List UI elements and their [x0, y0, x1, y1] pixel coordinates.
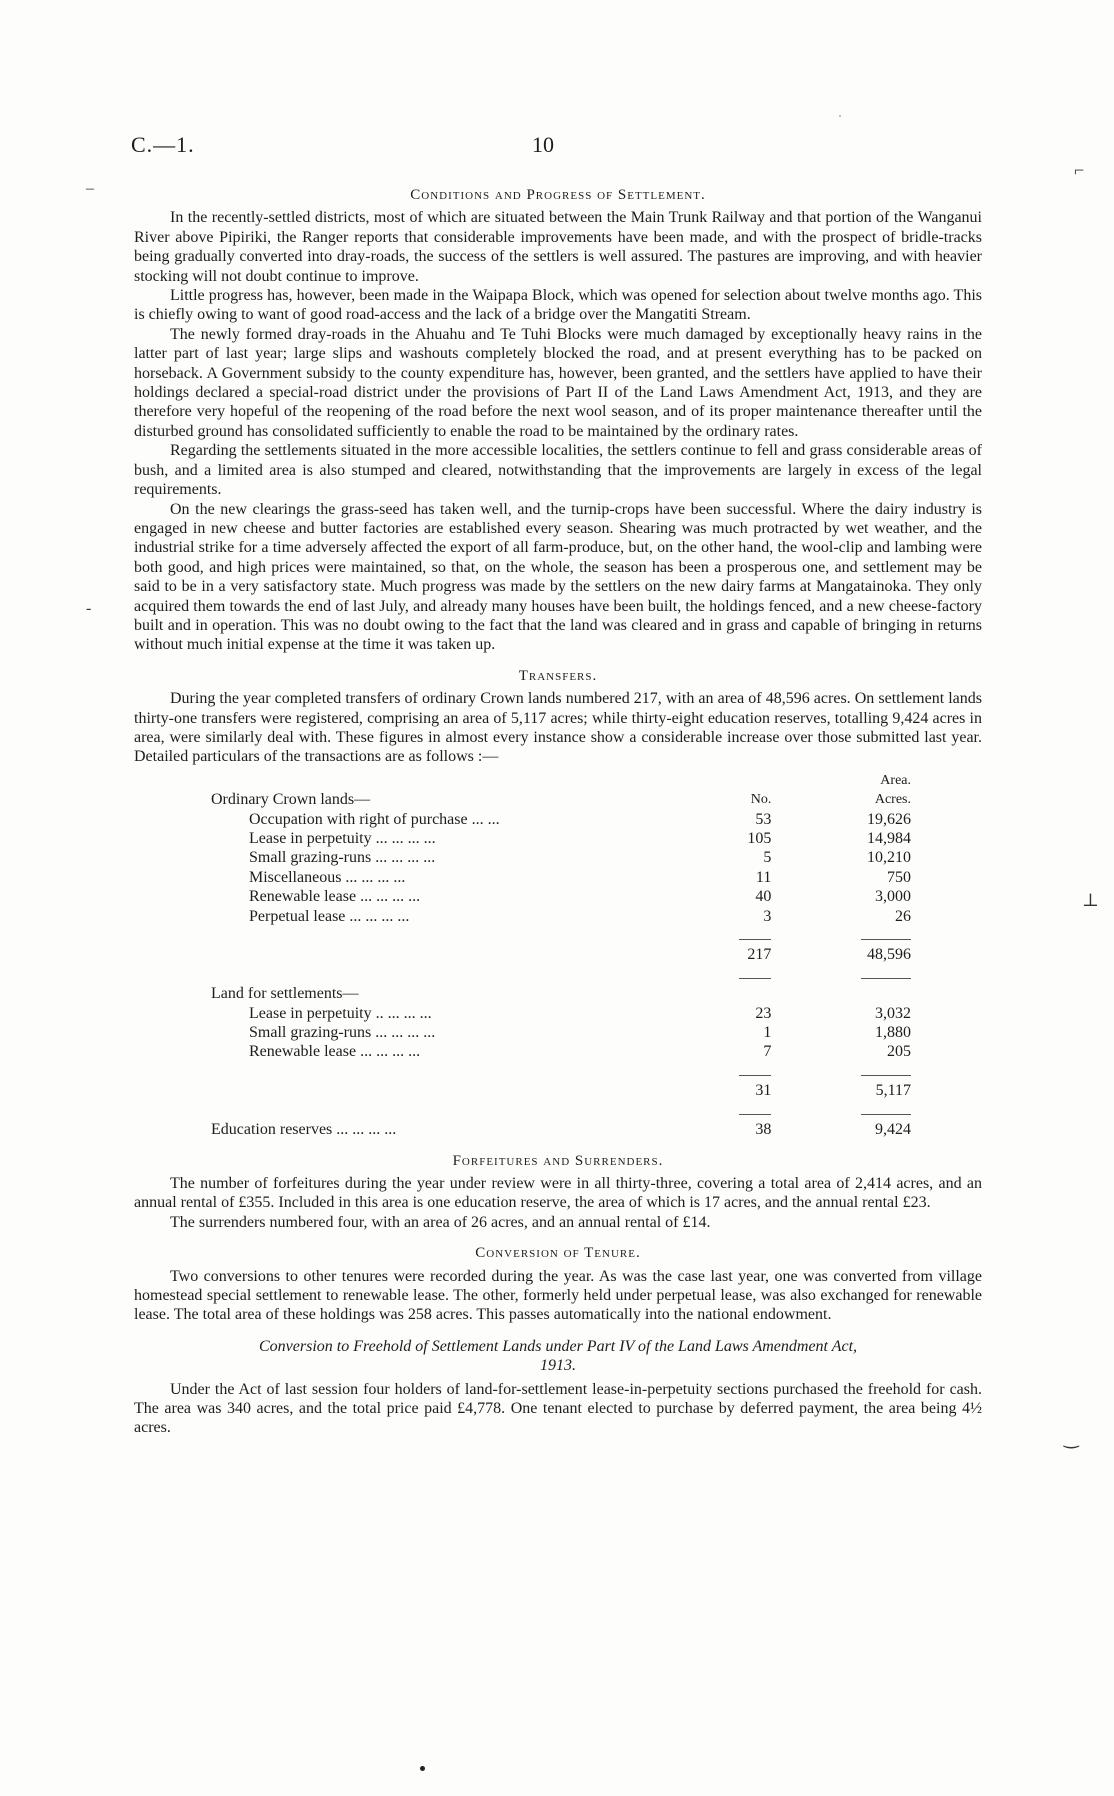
paragraph: The number of forfeitures during the year under review were in all thirty-three, covering a total area of 2,414 acres, and an annual rental of £355. Included in this area is one education reserve, the area of which is 17 acres, and the annual rental £23. — [134, 1174, 982, 1212]
row-number: 53 — [755, 810, 772, 828]
row-area: 14,984 — [867, 830, 911, 847]
row-label-text: Renewable lease — [249, 1043, 357, 1061]
row-label-text: Occupation with right of purchase — [249, 810, 468, 828]
total-area: 5,117 — [875, 1082, 911, 1100]
column-header-no: No. — [750, 792, 772, 808]
table-group-row — [211, 984, 911, 1003]
row-label-text: Education reserves — [211, 1121, 333, 1139]
row-number: 5 — [763, 849, 772, 867]
paragraph: The newly formed dray-roads in the Ahuahu and Te Tuhi Blocks were much damaged by exceptionally heavy rains in the latter part of last year; large slips and washouts completely blocked the road, and at present everything has to be packed on horseback. A Government subsidy to the county expenditure has, however, been granted, and the settlers have applied to have their holdings declared a special-road district under the provisions of Part II of the Land Laws Amendment Act, 1913, and they are therefore very hopeful of the reopening of the road before the next wool season, and of its proper maintenance thereafter until the disturbed ground has consolidated sufficiently to enable the road to be maintained by the ordinary rates. — [134, 325, 982, 440]
row-label — [211, 1120, 723, 1139]
row-label-text: Miscellaneous — [249, 868, 342, 886]
table-spacer-row — [211, 965, 911, 984]
paragraph: During the year completed transfers of ordinary Crown lands numbered 217, with an area of 48,596 acres. On settlement lands thirty-one transfers were registered, comprising an area of 5,117 acres; while thirty-eight education reserves, totalling 9,424 acres in area, were similarly deal with. These figures in almost every instance show a considerable increase over those submitted last year. Detailed particulars of the transactions are as follows :— — [134, 690, 982, 766]
row-label — [211, 1004, 723, 1023]
margin-mark: ‐ — [86, 600, 92, 617]
table-row — [211, 810, 911, 829]
heading-line: 1913. — [540, 1357, 576, 1375]
leader-dots: ... ... ... ... — [360, 888, 421, 906]
total-area: 48,596 — [867, 946, 911, 964]
group-label-ordinary-crown-lands: Ordinary Crown lands— — [211, 791, 371, 809]
heading-conversion-to-freehold — [134, 1337, 982, 1376]
total-number: 31 — [755, 1082, 772, 1100]
paragraph: In the recently-settled districts, most of which are situated between the Main Trunk Railway and that portion of the Wanganui River above Pipiriki, the Ranger reports that considerable improvements have been made, and with the prospect of bridle-tracks being gradually converted into dray-roads, the success of the settlers is well assured. The pastures are improving, and with heavier stocking will not doubt continue to improve. — [134, 209, 982, 285]
table-total-row — [211, 945, 911, 964]
paragraph: Under the Act of last session four holders of land-for-settlement lease-in-perpetuity sections purchased the freehold for cash. The area was 340 acres, and the total price paid £4,778. One tenant elected to purchase by deferred payment, the area being 4½ acres. — [134, 1380, 982, 1437]
leader-dots: ... ... ... ... — [375, 830, 436, 847]
row-label — [211, 1023, 723, 1042]
paragraph: Two conversions to other tenures were recorded during the year. As was the case last year, one was converted from village homestead special settlement to renewable lease. The other, formerly held under perpetual lease, was also exchanged for renewable lease. The total area of these holdings was 258 acres. This passes automatically into the national endowment. — [134, 1267, 982, 1324]
document-reference: C.—1. — [131, 132, 195, 157]
margin-mark: ⌐ — [1074, 160, 1085, 180]
row-area: 205 — [887, 1043, 911, 1061]
leader-dots: ... ... ... ... — [375, 1024, 436, 1042]
row-label — [211, 887, 723, 906]
leader-dots: .. ... ... ... — [375, 1004, 432, 1022]
row-label — [211, 868, 723, 887]
row-label-text: Renewable lease — [249, 888, 357, 906]
row-number: 7 — [763, 1043, 772, 1061]
table-row — [211, 868, 911, 887]
heading-conversion-of-tenure: Conversion of Tenure. — [475, 1245, 641, 1262]
heading-transfers: Transfers. — [518, 667, 598, 684]
table-total-row — [211, 1081, 911, 1100]
row-label — [211, 907, 723, 926]
transfers-table — [211, 771, 911, 1140]
row-label — [211, 848, 723, 867]
margin-mark: ⊥ — [1082, 890, 1099, 910]
row-area: 1,880 — [875, 1024, 911, 1042]
heading-conditions-progress: Conditions and Progress of Settlement. — [410, 187, 706, 203]
row-number: 1 — [763, 1024, 772, 1042]
row-number: 38 — [755, 1121, 772, 1139]
leader-dots: ... ... ... ... — [375, 849, 436, 867]
column-header-area-line1: Area. — [880, 772, 911, 788]
heading-forfeitures-surrenders: Forfeitures and Surrenders. — [452, 1152, 664, 1169]
row-number: 105 — [747, 830, 772, 847]
row-label — [211, 1042, 723, 1061]
table-row — [211, 829, 911, 848]
paragraph: On the new clearings the grass-seed has taken well, and the turnip-crops have been successful. Where the dairy industry is engaged in new cheese and butter factories are established every season. Shearing was much protracted by wet weather, and the industrial strike for a time adversely affected the export of all farm-produce, but, on the other hand, the wool-clip and lambing were both good, and high prices were maintained, so that, on the whole, the season has been a prosperous one, and settlement may be said to be in a very satisfactory state. Much progress was made by the settlers on the new dairy farms at Mangatainoka. They only acquired them towards the end of last July, and already many houses have been built, the holdings fenced, and a new cheese-factory built and in operation. This was no doubt owing to the fact that the land was cleared and in grass and capable of bringing in returns without much initial expense at the time it was taken up. — [134, 500, 982, 654]
total-number: 217 — [747, 946, 772, 964]
row-label-text: Perpetual lease — [249, 907, 346, 925]
column-header-area-line2: Acres. — [874, 792, 911, 808]
column-header-area — [771, 771, 911, 810]
paragraph: The surrenders numbered four, with an area of 26 acres, and an annual rental of £14. — [170, 1213, 711, 1231]
page-dot-mark — [420, 1766, 425, 1771]
leader-dots: ... ... ... ... — [336, 1121, 397, 1139]
margin-mark: – — [86, 180, 94, 197]
paragraph: Regarding the settlements situated in the more accessible localities, the settlers continue to fell and grass considerable areas of bush, and a limited area is also stumped and cleared, notwithstanding that the improvements are largely in excess of the legal requirements. — [134, 442, 982, 499]
row-area: 750 — [887, 868, 911, 886]
row-number: 40 — [755, 888, 772, 906]
row-number: 3 — [763, 907, 772, 925]
row-area: 26 — [895, 907, 911, 925]
leader-dots: ... ... — [471, 810, 500, 828]
margin-mark: ˙ — [838, 112, 842, 126]
row-area: 3,032 — [875, 1004, 911, 1022]
row-area: 3,000 — [875, 888, 911, 906]
row-label-text: Small grazing-runs — [249, 849, 372, 867]
table-row — [211, 1042, 911, 1061]
table-row — [211, 907, 911, 926]
page-content — [134, 186, 982, 1438]
row-label — [211, 810, 723, 829]
row-area: 10,210 — [867, 849, 911, 867]
table-row — [211, 887, 911, 906]
leader-dots: ... ... ... ... — [345, 868, 406, 886]
leader-dots: ... ... ... ... — [349, 907, 410, 925]
row-label-text: Lease in perpetuity — [249, 830, 372, 847]
margin-mark: ‿ — [1064, 1428, 1079, 1448]
row-label — [211, 829, 723, 848]
table-row — [211, 1004, 911, 1023]
page-number: 10 — [532, 132, 554, 157]
table-row — [211, 848, 911, 867]
table-header-row — [211, 771, 911, 810]
table-spacer-row — [211, 926, 911, 945]
table-spacer-row — [211, 1062, 911, 1081]
heading-line: Conversion to Freehold of Settlement Lands under Part IV of the Land Laws Amendment Act, — [258, 1337, 858, 1355]
row-label-text: Small grazing-runs — [249, 1024, 372, 1042]
table-spacer-row — [211, 1101, 911, 1120]
group-label-land-for-settlements: Land for settlements— — [211, 985, 359, 1003]
table-row — [211, 1120, 911, 1139]
row-number: 23 — [755, 1004, 772, 1022]
leader-dots: ... ... ... ... — [360, 1043, 421, 1061]
row-label-text: Lease in perpetuity — [249, 1004, 372, 1022]
paragraph: Little progress has, however, been made in the Waipapa Block, which was opened for selection about twelve months ago. This is chiefly owing to want of good road-access and the lack of a bridge over the Mangatiti Stream. — [134, 287, 982, 324]
row-area: 19,626 — [867, 810, 911, 828]
row-number: 11 — [755, 868, 772, 886]
row-area: 9,424 — [875, 1121, 911, 1139]
table-row — [211, 1023, 911, 1042]
